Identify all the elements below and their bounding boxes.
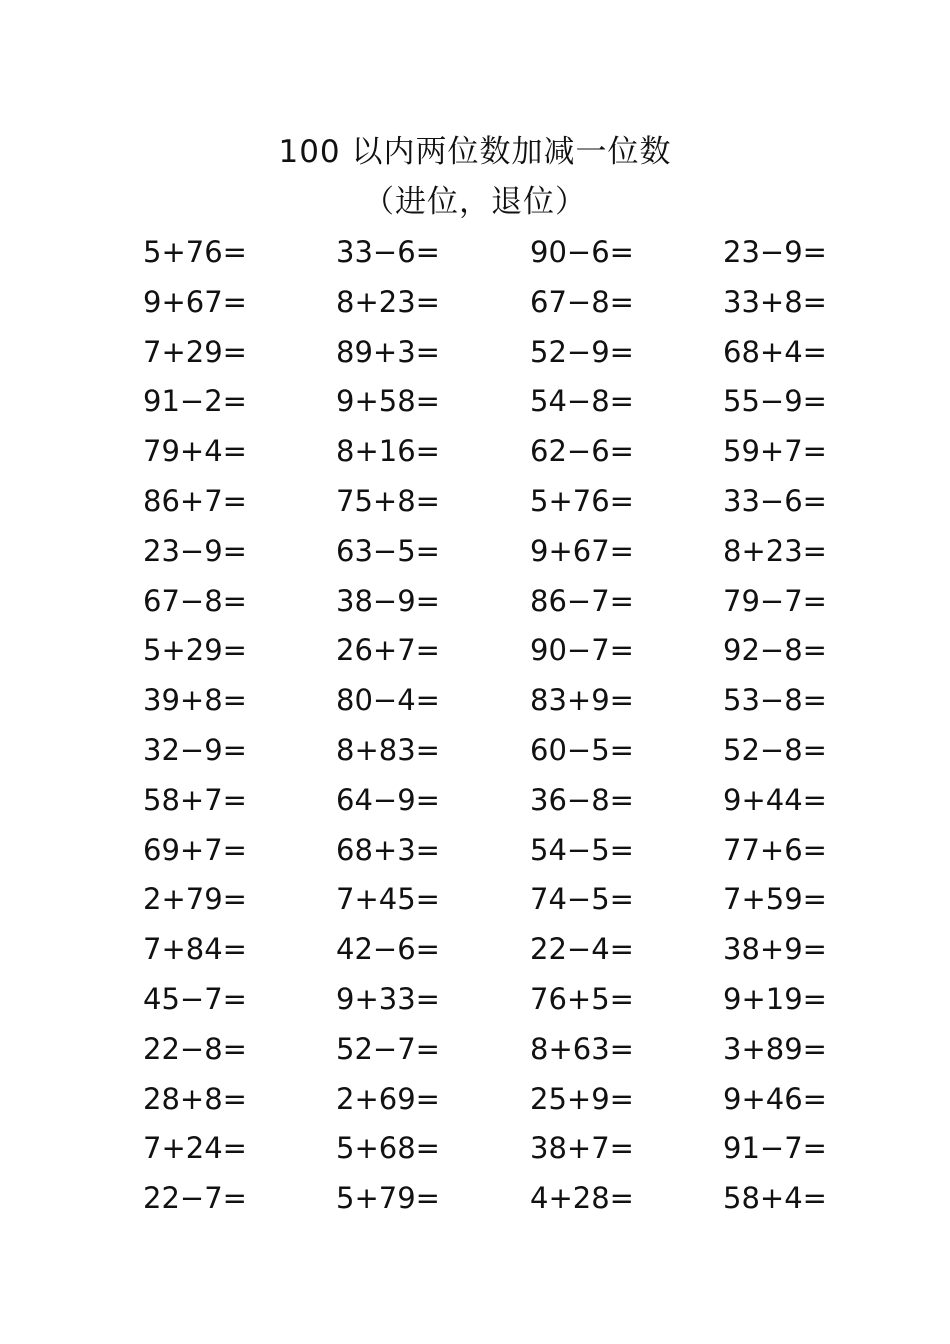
- problem: 68+3=: [336, 832, 440, 867]
- problem: 9+33=: [336, 981, 440, 1016]
- problem-row: [143, 927, 863, 977]
- problem: 91−2=: [143, 384, 247, 419]
- problem: 77+6=: [723, 832, 827, 867]
- problem-row: [143, 330, 863, 380]
- problem: 59+7=: [723, 434, 827, 469]
- problem: 33−6=: [723, 483, 827, 518]
- problem: 32−9=: [143, 732, 247, 767]
- problem: 52−7=: [336, 1031, 440, 1066]
- problem-row: [143, 1077, 863, 1127]
- problem-row: [143, 778, 863, 828]
- problem: 23−9=: [723, 235, 827, 269]
- problem: 22−7=: [143, 1181, 247, 1216]
- problem: 26+7=: [336, 633, 440, 668]
- problem: 86+7=: [143, 483, 247, 518]
- problem-row: [143, 529, 863, 579]
- problem: 38−9=: [336, 583, 440, 618]
- problem: 68+4=: [723, 334, 827, 369]
- problem: 58+4=: [723, 1181, 827, 1216]
- problem: 33+8=: [723, 284, 827, 319]
- problem-row: [143, 877, 863, 927]
- problem: 8+23=: [336, 284, 440, 319]
- problem: 90−6=: [530, 235, 634, 269]
- problem: 42−6=: [336, 932, 440, 967]
- problem: 54−5=: [530, 832, 634, 867]
- problem-row: [143, 678, 863, 728]
- problem: 67−8=: [530, 284, 634, 319]
- problem: 33−6=: [336, 235, 440, 269]
- problem-row: [143, 628, 863, 678]
- problem-row: [143, 977, 863, 1027]
- problem: 38+9=: [723, 932, 827, 967]
- problem: 7+84=: [143, 932, 247, 967]
- problem: 90−7=: [530, 633, 634, 668]
- problem: 38+7=: [530, 1131, 634, 1166]
- worksheet-subtitle: （进位，退位）: [363, 184, 587, 220]
- problem: 89+3=: [336, 334, 440, 369]
- problem-row: [143, 280, 863, 330]
- problem: 91−7=: [723, 1131, 827, 1166]
- problem: 5+68=: [336, 1131, 440, 1166]
- problem-row: [143, 828, 863, 878]
- problem: 5+76=: [143, 235, 247, 269]
- worksheet-title: 100 以内两位数加减一位数: [278, 134, 672, 170]
- problem: 7+24=: [143, 1131, 247, 1166]
- problem: 9+67=: [143, 284, 247, 319]
- problem: 54−8=: [530, 384, 634, 419]
- problem: 74−5=: [530, 882, 634, 917]
- problem-row: [143, 230, 863, 280]
- problem: 8+16=: [336, 434, 440, 469]
- problem-row: [143, 1027, 863, 1077]
- problem: 7+29=: [143, 334, 247, 369]
- problem: 2+69=: [336, 1081, 440, 1116]
- problem: 63−5=: [336, 533, 440, 568]
- problem: 8+23=: [723, 533, 827, 568]
- problem: 9+44=: [723, 782, 827, 817]
- problem: 25+9=: [530, 1081, 634, 1116]
- problem: 92−8=: [723, 633, 827, 668]
- problem: 86−7=: [530, 583, 634, 618]
- problem: 52−8=: [723, 732, 827, 767]
- problem: 8+83=: [336, 732, 440, 767]
- problem: 7+59=: [723, 882, 827, 917]
- problem: 36−8=: [530, 782, 634, 817]
- problem: 3+89=: [723, 1031, 827, 1066]
- problem-row: [143, 429, 863, 479]
- problem-row: [143, 479, 863, 529]
- problem: 83+9=: [530, 683, 634, 718]
- problem: 53−8=: [723, 683, 827, 718]
- problem: 69+7=: [143, 832, 247, 867]
- problem-row: [143, 1176, 863, 1226]
- problem: 39+8=: [143, 683, 247, 718]
- problem: 28+8=: [143, 1081, 247, 1116]
- problem: 80−4=: [336, 683, 440, 718]
- problem: 9+58=: [336, 384, 440, 419]
- problem: 9+19=: [723, 981, 827, 1016]
- problem: 9+46=: [723, 1081, 827, 1116]
- problem: 7+45=: [336, 882, 440, 917]
- problem: 8+63=: [530, 1031, 634, 1066]
- problem: 5+79=: [336, 1181, 440, 1216]
- problem: 62−6=: [530, 434, 634, 469]
- problem: 52−9=: [530, 334, 634, 369]
- problem-grid: [143, 230, 863, 1226]
- problem: 58+7=: [143, 782, 247, 817]
- problem: 79−7=: [723, 583, 827, 618]
- problem: 22−8=: [143, 1031, 247, 1066]
- problem: 4+28=: [530, 1181, 634, 1216]
- problem-row: [143, 379, 863, 429]
- problem: 67−8=: [143, 583, 247, 618]
- problem-row: [143, 728, 863, 778]
- problem: 75+8=: [336, 483, 440, 518]
- problem: 5+29=: [143, 633, 247, 668]
- problem: 45−7=: [143, 981, 247, 1016]
- problem: 60−5=: [530, 732, 634, 767]
- problem-row: [143, 579, 863, 629]
- problem: 2+79=: [143, 882, 247, 917]
- problem: 79+4=: [143, 434, 247, 469]
- problem: 55−9=: [723, 384, 827, 419]
- problem: 64−9=: [336, 782, 440, 817]
- problem: 9+67=: [530, 533, 634, 568]
- problem: 76+5=: [530, 981, 634, 1016]
- problem: 5+76=: [530, 483, 634, 518]
- problem: 22−4=: [530, 932, 634, 967]
- problem-row: [143, 1126, 863, 1176]
- problem: 23−9=: [143, 533, 247, 568]
